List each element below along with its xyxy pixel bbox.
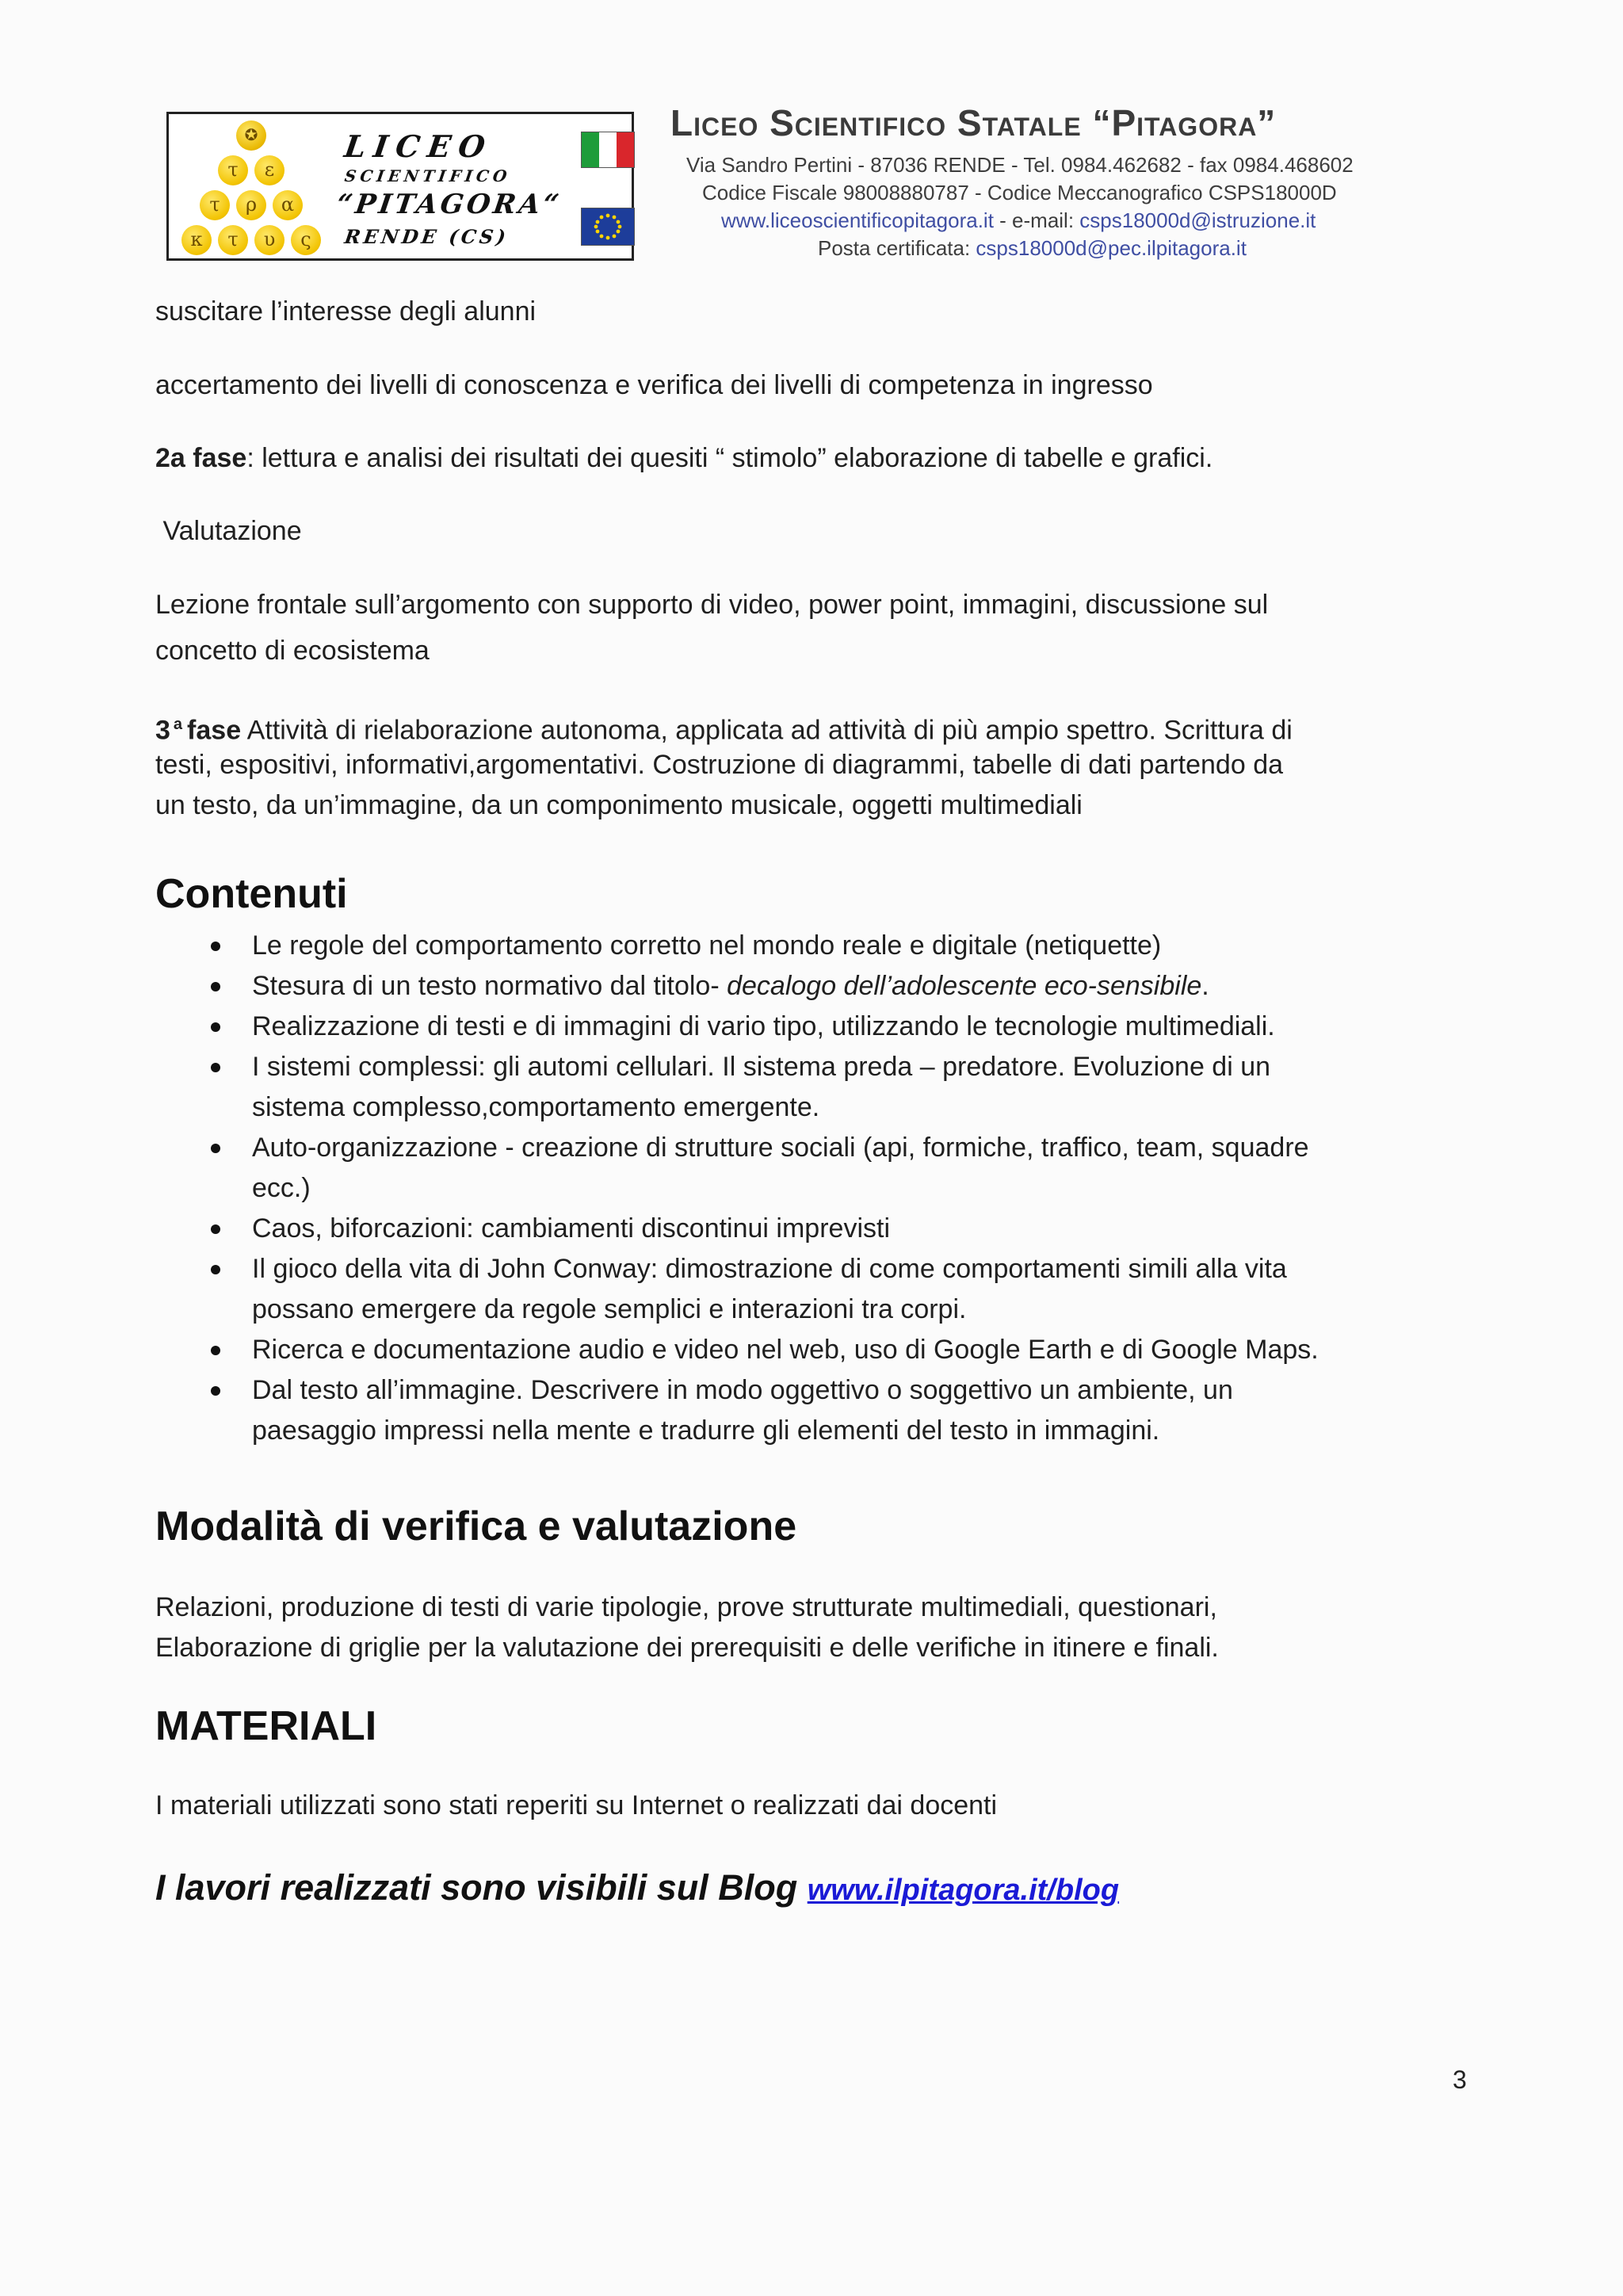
list-item-text: Realizzazione di testi e di immagini di vario tipo, utilizzando le tecnologie multimediali. [252,1011,1275,1041]
blog-link[interactable]: www.ilpitagora.it/blog [807,1874,1120,1907]
bullet-icon [211,1265,220,1274]
list-item-text: sistema complesso,comportamento emergente. [252,1092,820,1122]
paragraph-terza-fase-line3: un testo, da un’immagine, da un componimento musicale, oggetti multimediali [155,790,1083,820]
list-item-text: Il gioco della vita di John Conway: dimostrazione di come comportamenti simili alla vita [252,1254,1287,1284]
school-contacts [721,208,1316,233]
paragraph-valutazione: Valutazione [155,516,302,546]
list-item-text: ecc.) [252,1173,311,1203]
coin-icon: τ [218,225,248,255]
list-item-text: Le regole del comportamento corretto nel mondo reale e digitale (netiquette) [252,930,1162,961]
blog-text: I lavori realizzati sono visibili sul Blog [155,1867,808,1908]
page-number: 3 [1453,2065,1467,2094]
paragraph-accertamento: accertamento dei livelli di conoscenza e verifica dei livelli di competenza in ingresso [155,370,1153,400]
paragraph-seconda-fase [155,438,1212,478]
bullet-icon [211,1386,220,1396]
school-logo [166,112,634,261]
list-item-text: Auto-organizzazione - creazione di strutture sociali (api, formiche, traffico, team, squadre [252,1133,1309,1163]
paragraph-terza-fase-line1 [155,705,1293,750]
bullet-icon [211,1063,220,1072]
emblem-icon: ✪ [236,120,266,151]
logo-line-liceo: LICEO [342,128,495,164]
paragraph-verifica-line2: Elaborazione di griglie per la valutazione dei prerequisiti e delle verifiche in itinere e finali. [155,1633,1219,1663]
school-pec-link[interactable]: csps18000d@pec.ilpitagora.it [976,236,1247,260]
coin-icon: ε [254,155,285,185]
bullet-icon [211,1224,220,1234]
blog-sentence [155,1867,1119,1908]
paragraph-lezione-line1: Lezione frontale sull’argomento con supporto di video, power point, immagini, discussione sul [155,590,1269,620]
coin-icon: α [273,190,303,220]
list-item-text: paesaggio impressi nella mente e tradurre gli elementi del testo in immagini. [252,1415,1160,1446]
list-item-text: . [1201,971,1209,1001]
list-item [155,926,1503,966]
phase-superscript: a [173,716,183,733]
list-item-text: Stesura di un testo normativo dal titolo- [252,971,727,1001]
coin-icon: υ [254,225,285,255]
phase-label: 2a fase [155,443,247,473]
coin-icon: κ [181,225,212,255]
list-item [155,1370,1503,1451]
heading-contenuti: Contenuti [155,871,348,917]
school-address: Via Sandro Pertini - 87036 RENDE - Tel. 0984.462682 - fax 0984.468602 [686,153,1354,177]
eu-flag-icon [581,208,635,246]
list-item-text: possano emergere da regole semplici e interazioni tra corpi. [252,1294,967,1324]
coin-icon: τ [200,190,230,220]
school-name: Liceo Scientifico Statale “Pitagora” [670,102,1277,143]
list-item [155,1249,1503,1330]
bullet-icon [211,982,220,991]
coin-icon: ρ [236,190,266,220]
coin-icon: τ [218,155,248,185]
school-codes: Codice Fiscale 98008880787 - Codice Meccanografico CSPS18000D [702,181,1337,204]
list-item-italic-title: decalogo dell’adolescente eco-sensibile [727,971,1202,1001]
paragraph-verifica-line1: Relazioni, produzione di testi di varie tipologie, prove strutturate multimediali, questionari, [155,1592,1217,1622]
logo-line-rende: RENDE (CS) [342,225,510,248]
phase-text: Attività di rielaborazione autonoma, applicata ad attività di più ampio spettro. Scrittura di [241,715,1293,746]
coin-icon: ς [291,225,321,255]
pec-label: Posta certificata: [818,236,976,260]
school-website-link[interactable]: www.liceoscientificopitagora.it [721,208,994,232]
list-item-text: Dal testo all’immagine. Descrivere in modo oggettivo o soggettivo un ambiente, un [252,1375,1233,1405]
list-item [155,1007,1503,1047]
list-item [155,1209,1503,1249]
list-item-text: Ricerca e documentazione audio e video nel web, uso di Google Earth e di Google Maps. [252,1335,1319,1365]
bullet-icon [211,1346,220,1355]
paragraph-materiali: I materiali utilizzati sono stati reperiti su Internet o realizzati dai docenti [155,1790,998,1820]
logo-line-scientifico: SCIENTIFICO [343,166,513,185]
paragraph-lezione-line2: concetto di ecosistema [155,636,430,666]
list-item-text: Caos, biforcazioni: cambiamenti discontinui imprevisti [252,1213,890,1244]
logo-line-pitagora: “PITAGORA“ [334,189,564,220]
list-item-text: I sistemi complessi: gli automi cellulari. Il sistema preda – predatore. Evoluzione di un [252,1052,1271,1082]
phase-number: 3 [155,715,170,746]
paragraph-terza-fase-line2: testi, espositivi, informativi,argomentativi. Costruzione di diagrammi, tabelle di dati partendo da [155,750,1284,780]
heading-materiali: MATERIALI [155,1703,377,1749]
school-email-link[interactable]: csps18000d@istruzione.it [1079,208,1316,232]
bullet-icon [211,1144,220,1153]
email-label: - e-mail: [993,208,1080,232]
school-pec [818,236,1247,261]
heading-verifica: Modalità di verifica e valutazione [155,1503,797,1549]
list-item [155,966,1503,1007]
bullet-icon [211,942,220,951]
italian-flag-icon [581,132,635,168]
list-item [155,1047,1503,1128]
contenuti-list [155,926,1503,1451]
paragraph-interesse: suscitare l’interesse degli alunni [155,296,537,327]
phase-text: : lettura e analisi dei risultati dei quesiti “ stimolo” elaborazione di tabelle e grafici. [246,443,1213,473]
bullet-icon [211,1022,220,1032]
list-item [155,1128,1503,1209]
list-item [155,1330,1503,1370]
phase-label: fase [187,715,242,746]
